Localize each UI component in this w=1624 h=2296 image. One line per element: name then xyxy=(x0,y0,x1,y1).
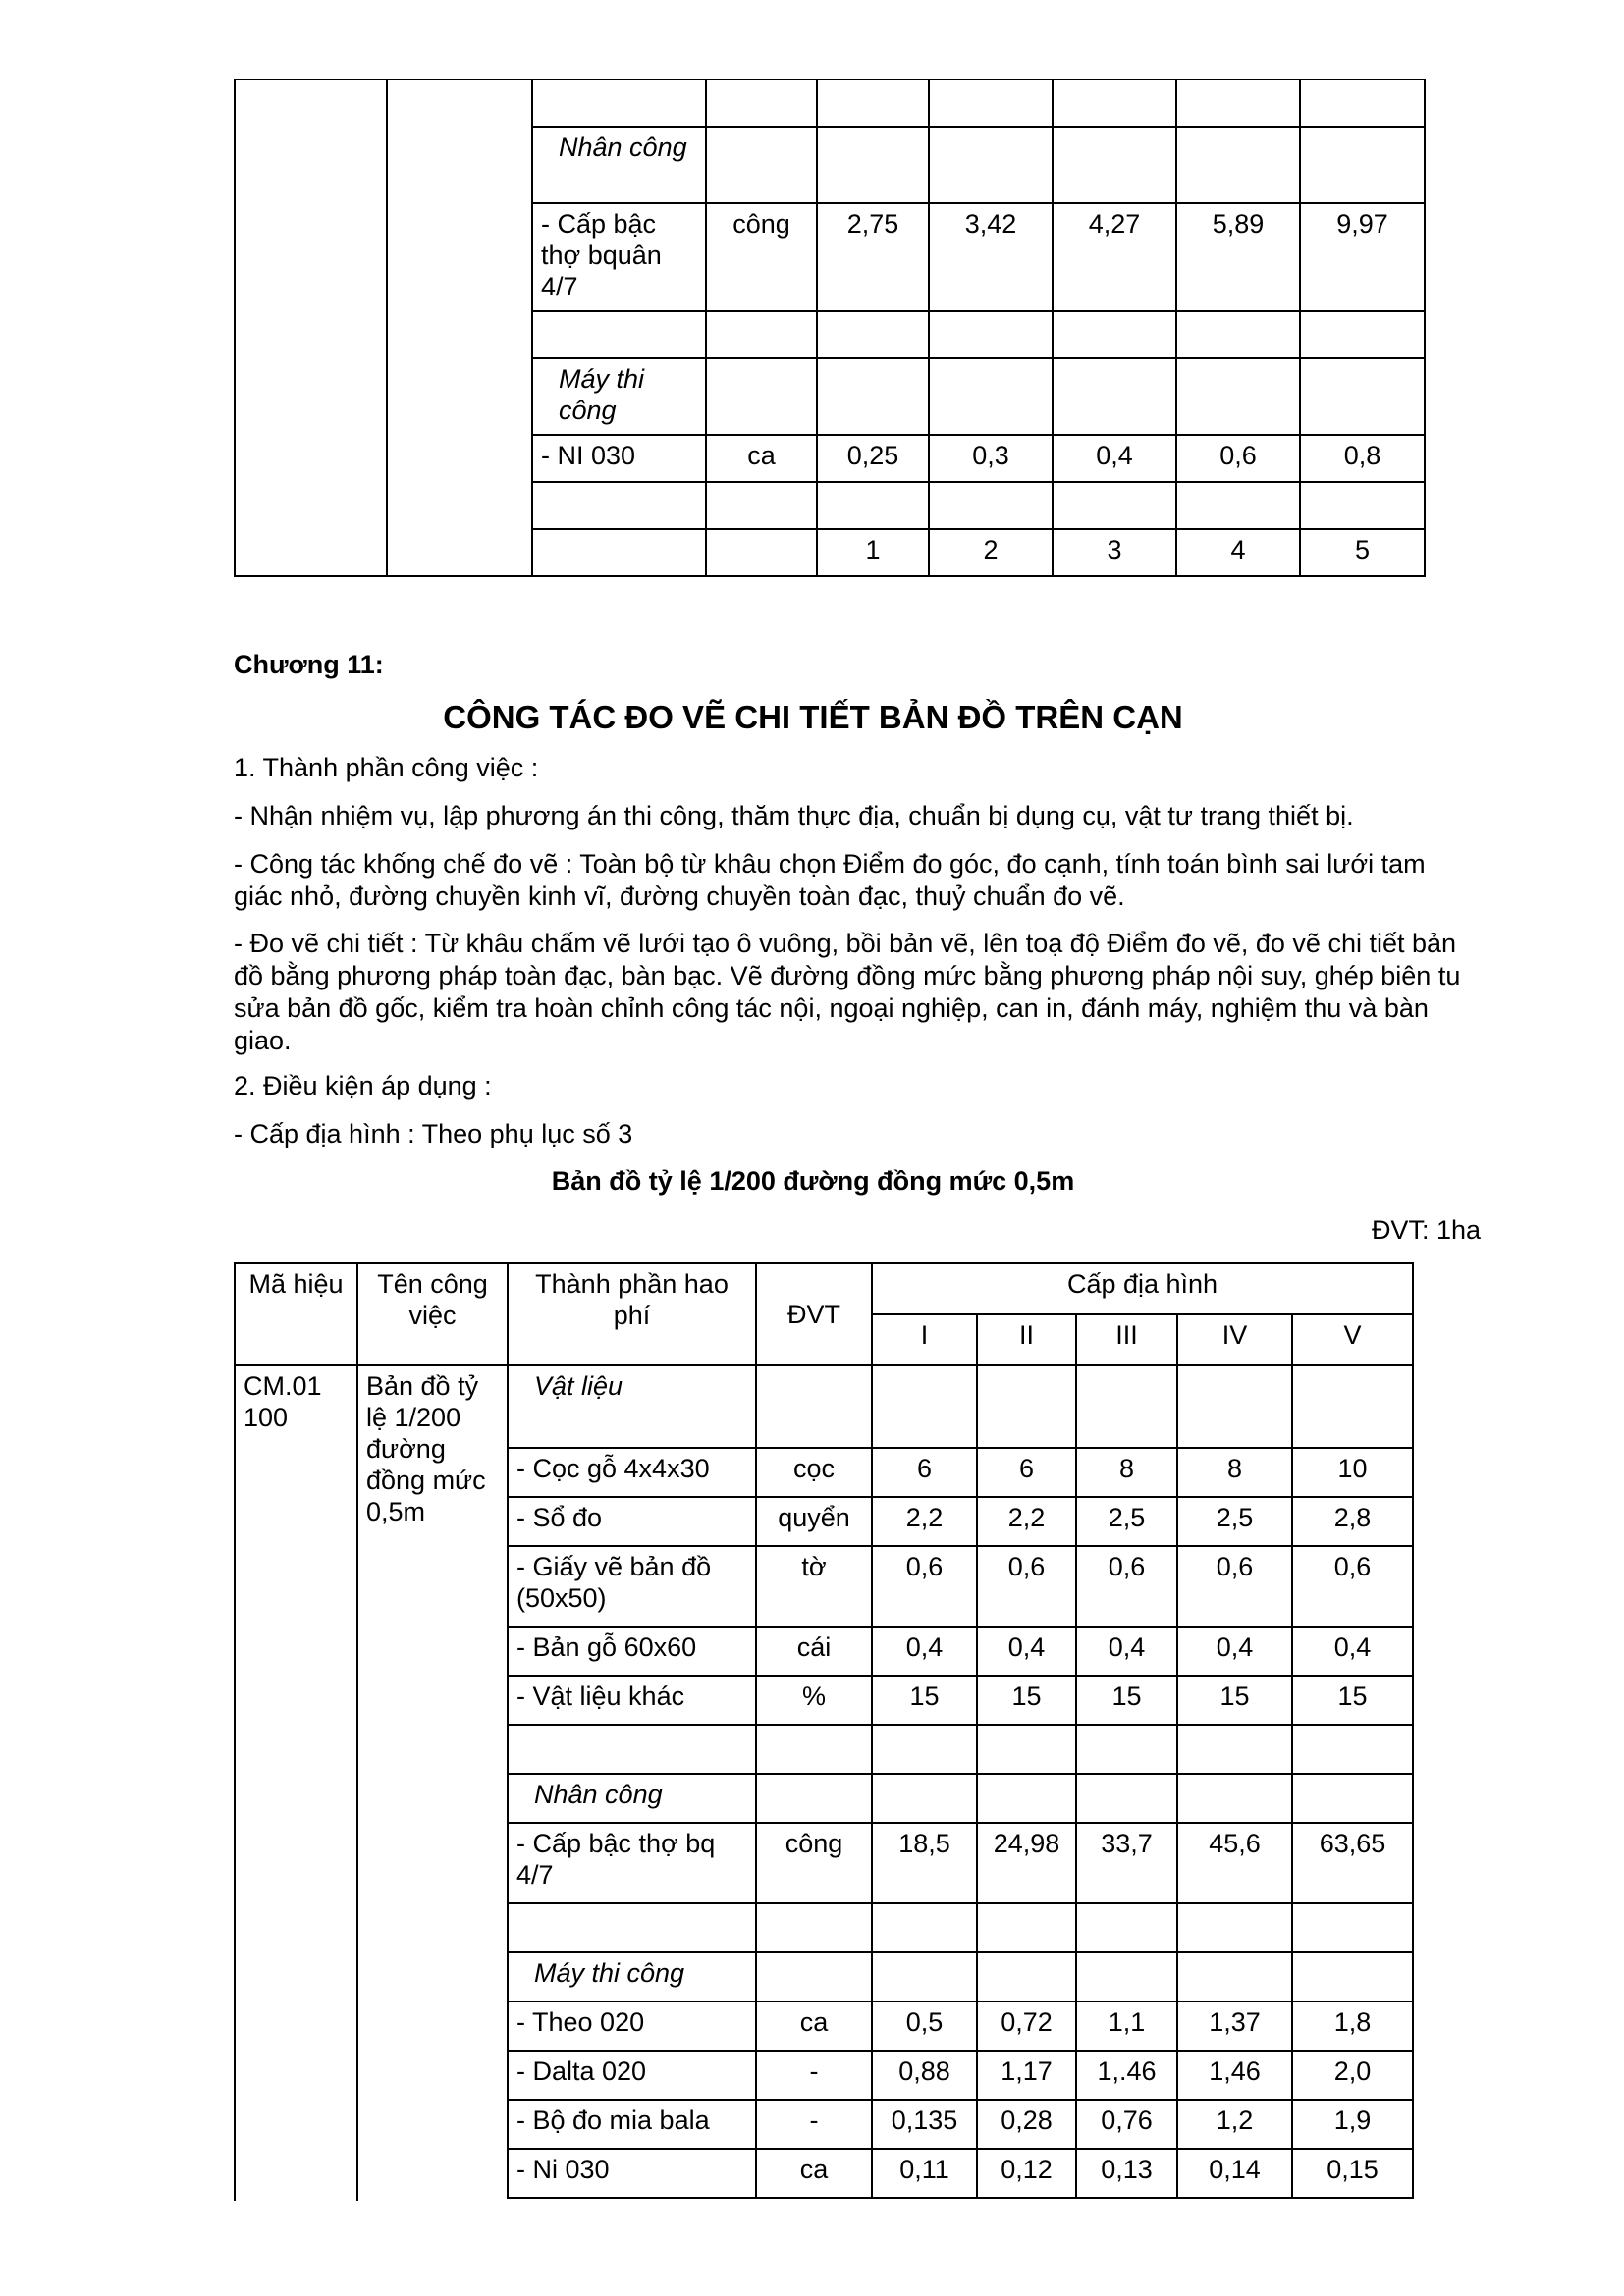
header-level-4: IV xyxy=(1177,1314,1292,1365)
value-cell: 1,2 xyxy=(1177,2100,1292,2149)
component-cell: - Cấp bậc thợ bquân 4/7 xyxy=(532,203,706,311)
value-cell xyxy=(1292,1725,1413,1774)
value-cell xyxy=(1053,311,1176,358)
component-cell: Máy thi công xyxy=(532,358,706,435)
component-cell xyxy=(532,311,706,358)
header-level-2: II xyxy=(977,1314,1076,1365)
table-title: Bản đồ tỷ lệ 1/200 đường đồng mức 0,5m xyxy=(551,1166,1075,1196)
component-cell: Nhân công xyxy=(508,1774,756,1823)
component-cell: Máy thi công xyxy=(508,1952,756,2002)
paragraph: 1. Thành phần công việc : xyxy=(234,753,539,782)
component-cell: - Bộ đo mia bala xyxy=(508,2100,756,2149)
value-cell: 0,4 xyxy=(977,1627,1076,1676)
value-cell xyxy=(977,1365,1076,1448)
value-cell: 15 xyxy=(977,1676,1076,1725)
value-cell: 0,135 xyxy=(872,2100,977,2149)
value-cell: 3,42 xyxy=(929,203,1053,311)
value-cell xyxy=(929,358,1053,435)
unit-cell xyxy=(756,1725,872,1774)
component-cell xyxy=(532,482,706,529)
value-cell xyxy=(1053,80,1176,127)
value-cell xyxy=(1292,1365,1413,1448)
value-cell: 8 xyxy=(1076,1448,1177,1497)
table-border-continuation xyxy=(234,2179,236,2201)
unit-cell: % xyxy=(756,1676,872,1725)
unit-cell: - xyxy=(756,2100,872,2149)
unit-cell xyxy=(706,529,817,576)
header-ten-cong-viec: Tên công việc xyxy=(357,1263,508,1365)
component-cell xyxy=(532,80,706,127)
paragraph: - Cấp địa hình : Theo phụ lục số 3 xyxy=(234,1119,633,1148)
value-cell: 0,88 xyxy=(872,2051,977,2100)
header-cap-dia-hinh: Cấp địa hình xyxy=(872,1263,1413,1314)
value-cell xyxy=(1076,1903,1177,1952)
value-cell xyxy=(1176,80,1300,127)
value-cell: 0,25 xyxy=(817,435,929,482)
value-cell: 9,97 xyxy=(1300,203,1425,311)
value-cell xyxy=(1300,482,1425,529)
component-cell xyxy=(508,1725,756,1774)
code-cell: CM.01 100 xyxy=(235,1365,357,2198)
header-ma-hieu: Mã hiệu xyxy=(235,1263,357,1365)
empty-cell xyxy=(387,80,532,576)
value-cell xyxy=(1053,358,1176,435)
value-cell xyxy=(817,311,929,358)
value-cell: 0,14 xyxy=(1177,2149,1292,2198)
value-cell xyxy=(1177,1725,1292,1774)
value-cell xyxy=(817,80,929,127)
value-cell: 0,13 xyxy=(1076,2149,1177,2198)
value-cell xyxy=(977,1774,1076,1823)
value-cell: 5 xyxy=(1300,529,1425,576)
component-cell: - Ni 030 xyxy=(508,2149,756,2198)
component-cell xyxy=(508,1903,756,1952)
component-cell xyxy=(532,529,706,576)
value-cell xyxy=(1076,1774,1177,1823)
value-cell xyxy=(1176,358,1300,435)
section-title: CÔNG TÁC ĐO VẼ CHI TIẾT BẢN ĐỒ TRÊN CẠN xyxy=(443,699,1183,735)
value-cell xyxy=(1300,358,1425,435)
component-cell: Nhân công xyxy=(532,127,706,203)
value-cell: 0,5 xyxy=(872,2002,977,2051)
value-cell xyxy=(1176,311,1300,358)
unit-cell xyxy=(756,1774,872,1823)
value-cell: 1,.46 xyxy=(1076,2051,1177,2100)
value-cell: 2,5 xyxy=(1076,1497,1177,1546)
unit-cell: ca xyxy=(756,2002,872,2051)
value-cell: 33,7 xyxy=(1076,1823,1177,1903)
value-cell: 4 xyxy=(1176,529,1300,576)
value-cell xyxy=(977,1903,1076,1952)
value-cell: 2 xyxy=(929,529,1053,576)
value-cell: 0,4 xyxy=(1292,1627,1413,1676)
value-cell: 18,5 xyxy=(872,1823,977,1903)
value-cell: 0,6 xyxy=(1176,435,1300,482)
header-thanh-phan: Thành phần hao phí xyxy=(508,1263,756,1365)
paragraph: - Nhận nhiệm vụ, lập phương án thi công, thăm thực địa, chuẩn bị dụng cụ, vật tư trang thiết bị. xyxy=(234,801,1354,830)
value-cell: 0,6 xyxy=(977,1546,1076,1627)
value-cell xyxy=(872,1725,977,1774)
value-cell: 0,8 xyxy=(1300,435,1425,482)
unit-cell: công xyxy=(756,1823,872,1903)
value-cell: 2,5 xyxy=(1177,1497,1292,1546)
value-cell xyxy=(817,127,929,203)
value-cell: 8 xyxy=(1177,1448,1292,1497)
value-cell: 6 xyxy=(977,1448,1076,1497)
value-cell xyxy=(977,1952,1076,2002)
value-cell xyxy=(1177,1365,1292,1448)
value-cell xyxy=(1300,127,1425,203)
header-dvt: ĐVT xyxy=(756,1263,872,1365)
paragraph: - Công tác khống chế đo vẽ : Toàn bộ từ khâu chọn Điểm đo góc, đo cạnh, tính toán bình sai lưới tam giác nhỏ, đường chuyền kinh vĩ, đường chuyền toàn đạc, thuỷ chuẩn đo vẽ. xyxy=(234,849,1426,911)
value-cell: 5,89 xyxy=(1176,203,1300,311)
value-cell: 1,46 xyxy=(1177,2051,1292,2100)
value-cell: 63,65 xyxy=(1292,1823,1413,1903)
unit-cell: cọc xyxy=(756,1448,872,1497)
component-cell: - NI 030 xyxy=(532,435,706,482)
table-row xyxy=(235,80,1425,127)
value-cell: 10 xyxy=(1292,1448,1413,1497)
value-cell xyxy=(1177,1952,1292,2002)
value-cell: 0,4 xyxy=(1053,435,1176,482)
value-cell xyxy=(977,1725,1076,1774)
unit-cell: ca xyxy=(706,435,817,482)
norm-table-continued-body xyxy=(235,80,1425,576)
value-cell: 0,15 xyxy=(1292,2149,1413,2198)
empty-cell xyxy=(235,80,387,576)
header-level-5: V xyxy=(1292,1314,1413,1365)
value-cell xyxy=(1076,1365,1177,1448)
header-level-3: III xyxy=(1076,1314,1177,1365)
unit-cell xyxy=(706,80,817,127)
component-cell: - Dalta 020 xyxy=(508,2051,756,2100)
component-cell: - Cấp bậc thợ bq 4/7 xyxy=(508,1823,756,1903)
component-cell: - Vật liệu khác xyxy=(508,1676,756,1725)
task-name-cell: Bản đồ tỷ lệ 1/200 đường đồng mức 0,5m xyxy=(357,1365,508,2198)
value-cell xyxy=(872,1952,977,2002)
component-cell: - Giấy vẽ bản đồ (50x50) xyxy=(508,1546,756,1627)
unit-cell xyxy=(706,358,817,435)
value-cell: 1,1 xyxy=(1076,2002,1177,2051)
component-cell: Vật liệu xyxy=(508,1365,756,1448)
value-cell xyxy=(1292,1952,1413,2002)
header-level-1: I xyxy=(872,1314,977,1365)
component-cell: - Bản gỗ 60x60 xyxy=(508,1627,756,1676)
value-cell: 1,8 xyxy=(1292,2002,1413,2051)
value-cell xyxy=(1292,1903,1413,1952)
value-cell xyxy=(1053,482,1176,529)
value-cell: 1 xyxy=(817,529,929,576)
value-cell: 2,75 xyxy=(817,203,929,311)
value-cell: 0,6 xyxy=(872,1546,977,1627)
value-cell: 0,12 xyxy=(977,2149,1076,2198)
unit-cell xyxy=(706,482,817,529)
table-body xyxy=(235,1365,1413,2198)
unit-cell xyxy=(706,311,817,358)
value-cell xyxy=(929,482,1053,529)
value-cell: 2,2 xyxy=(977,1497,1076,1546)
value-cell: 0,6 xyxy=(1076,1546,1177,1627)
value-cell xyxy=(1176,127,1300,203)
value-cell xyxy=(929,127,1053,203)
paragraph: - Đo vẽ chi tiết : Từ khâu chấm vẽ lưới tạo ô vuông, bồi bản vẽ, lên toạ độ Điểm đo vẽ, đo vẽ chi tiết bản đồ bằng phương pháp toàn đạc, bàn bạc. Vẽ đường đồng mức bằng phương pháp nội suy, ghép biên tu sửa bản đồ gốc, kiểm tra hoàn chỉnh công tác nội, ngoại nghiệp, can in, đánh máy, nghiệm thu và bàn giao. xyxy=(234,929,1461,1055)
value-cell: 0,11 xyxy=(872,2149,977,2198)
value-cell: 2,0 xyxy=(1292,2051,1413,2100)
value-cell: 4,27 xyxy=(1053,203,1176,311)
table-border-continuation xyxy=(356,2179,358,2201)
value-cell xyxy=(1076,1725,1177,1774)
table-header xyxy=(235,1263,1413,1365)
unit-cell: cái xyxy=(756,1627,872,1676)
value-cell xyxy=(872,1774,977,1823)
value-cell: 24,98 xyxy=(977,1823,1076,1903)
value-cell: 0,4 xyxy=(1177,1627,1292,1676)
unit-cell: - xyxy=(756,2051,872,2100)
unit-label: ĐVT: 1ha xyxy=(1371,1215,1481,1245)
value-cell xyxy=(929,311,1053,358)
value-cell xyxy=(1300,311,1425,358)
value-cell xyxy=(1176,482,1300,529)
value-cell: 1,37 xyxy=(1177,2002,1292,2051)
value-cell xyxy=(872,1903,977,1952)
value-cell: 2,8 xyxy=(1292,1497,1413,1546)
value-cell xyxy=(817,358,929,435)
component-cell: - Sổ đo xyxy=(508,1497,756,1546)
value-cell: 6 xyxy=(872,1448,977,1497)
value-cell: 0,6 xyxy=(1292,1546,1413,1627)
unit-cell xyxy=(756,1903,872,1952)
value-cell: 1,9 xyxy=(1292,2100,1413,2149)
value-cell xyxy=(817,482,929,529)
value-cell xyxy=(1292,1774,1413,1823)
value-cell: 0,4 xyxy=(1076,1627,1177,1676)
value-cell: 1,17 xyxy=(977,2051,1076,2100)
unit-cell: tờ xyxy=(756,1546,872,1627)
chapter-label: Chương 11: xyxy=(234,650,384,679)
component-cell: - Theo 020 xyxy=(508,2002,756,2051)
norm-table-continued xyxy=(234,79,1426,577)
value-cell: 0,72 xyxy=(977,2002,1076,2051)
value-cell xyxy=(1076,1952,1177,2002)
value-cell: 15 xyxy=(1177,1676,1292,1725)
value-cell xyxy=(1300,80,1425,127)
value-cell: 0,4 xyxy=(872,1627,977,1676)
value-cell: 0,28 xyxy=(977,2100,1076,2149)
unit-cell xyxy=(756,1365,872,1448)
unit-cell: công xyxy=(706,203,817,311)
unit-cell: quyển xyxy=(756,1497,872,1546)
component-cell: - Cọc gỗ 4x4x30 xyxy=(508,1448,756,1497)
value-cell xyxy=(872,1365,977,1448)
value-cell: 2,2 xyxy=(872,1497,977,1546)
value-cell: 0,6 xyxy=(1177,1546,1292,1627)
value-cell: 0,76 xyxy=(1076,2100,1177,2149)
value-cell: 0,3 xyxy=(929,435,1053,482)
value-cell: 15 xyxy=(1292,1676,1413,1725)
value-cell xyxy=(1053,127,1176,203)
norm-table-cm01100 xyxy=(234,1262,1414,2199)
value-cell: 3 xyxy=(1053,529,1176,576)
table-row xyxy=(235,1365,1413,1448)
paragraph: 2. Điều kiện áp dụng : xyxy=(234,1071,492,1100)
value-cell: 15 xyxy=(872,1676,977,1725)
unit-cell xyxy=(706,127,817,203)
value-cell: 45,6 xyxy=(1177,1823,1292,1903)
unit-cell xyxy=(756,1952,872,2002)
unit-cell: ca xyxy=(756,2149,872,2198)
value-cell xyxy=(1177,1774,1292,1823)
value-cell xyxy=(1177,1903,1292,1952)
value-cell xyxy=(929,80,1053,127)
value-cell: 15 xyxy=(1076,1676,1177,1725)
